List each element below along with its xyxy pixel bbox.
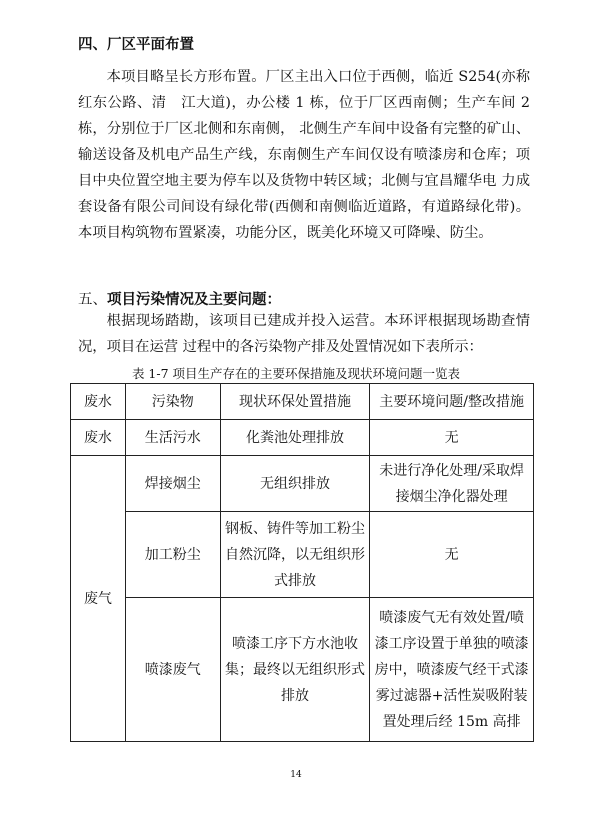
measure-cell: 化粪池处理排放 — [220, 420, 370, 456]
measure-cell: 钢板、铸件等加工粉尘自然沉降，以无组织形式排放 — [220, 512, 370, 598]
category-cell: 废水 — [71, 420, 126, 456]
table-header-row — [71, 384, 534, 420]
page-number: 14 — [290, 770, 302, 780]
issue-cell: 喷漆废气无有效处置/喷漆工序设置于单独的喷漆房中，喷漆废气经干式漆雾过滤器+活性炭吸附装置处理后经 15m 高排 — [370, 598, 534, 742]
table-row — [71, 456, 534, 512]
heading-number: 五、 — [78, 292, 107, 308]
table-row — [71, 420, 534, 456]
pollutant-cell: 喷漆废气 — [125, 598, 220, 742]
pollutant-cell: 加工粉尘 — [125, 512, 220, 598]
measure-cell: 喷漆工序下方水池收集；最终以无组织形式排放 — [220, 598, 370, 742]
issue-cell: 未进行净化处理/采取焊接烟尘净化器处理 — [370, 456, 534, 512]
layout-paragraph: 本项目略呈长方形布置。厂区主出入口位于西侧，临近 S254(亦称红东公路、清 江大道)，办公楼 1 栋，位于厂区西南侧；生产车间 2 栋，分别位于厂区北侧和东南侧， 北侧生产车间中设备有完整的矿山、输送设备及机电产品生产线，东南侧生产车间仅设有喷漆房和仓库；项目中央位置空地主要为停车以及货物中转区域；北侧与宜昌耀华电 力成套设备有限公司间设有绿化带(西侧和南侧临近道路，有道路绿化带)。本项目构筑物布置紧凑，功能分区，既美化环境又可降噪、防尘。 — [78, 69, 530, 241]
heading-text: 项目污染情况及主要问题： — [107, 292, 281, 308]
issue-cell: 无 — [370, 512, 534, 598]
environment-measures-table — [70, 383, 534, 742]
pollutant-cell: 焊接烟尘 — [125, 456, 220, 512]
header-cell: 废水 — [71, 384, 126, 420]
header-cell: 主要环境问题/整改措施 — [370, 384, 534, 420]
section-heading-pollution — [78, 288, 281, 309]
issue-cell: 无 — [370, 420, 534, 456]
section-heading-layout: 四、厂区平面布置 — [78, 37, 194, 53]
measure-cell: 无组织排放 — [220, 456, 370, 512]
table-row — [71, 598, 534, 742]
pollutant-cell: 生活污水 — [125, 420, 220, 456]
header-cell: 污染物 — [125, 384, 220, 420]
table-row — [71, 512, 534, 598]
header-cell: 现状环保处置措施 — [220, 384, 370, 420]
category-cell: 废气 — [71, 456, 126, 742]
pollution-paragraph: 根据现场踏勘，该项目已建成并投入运营。本环评根据现场勘查情况，项目在运营 过程中的各污染物产排及处置情况如下表所示： — [78, 313, 530, 355]
table-caption: 表 1-7 项目生产存在的主要环保措施及现状环境问题一览表 — [131, 366, 461, 381]
